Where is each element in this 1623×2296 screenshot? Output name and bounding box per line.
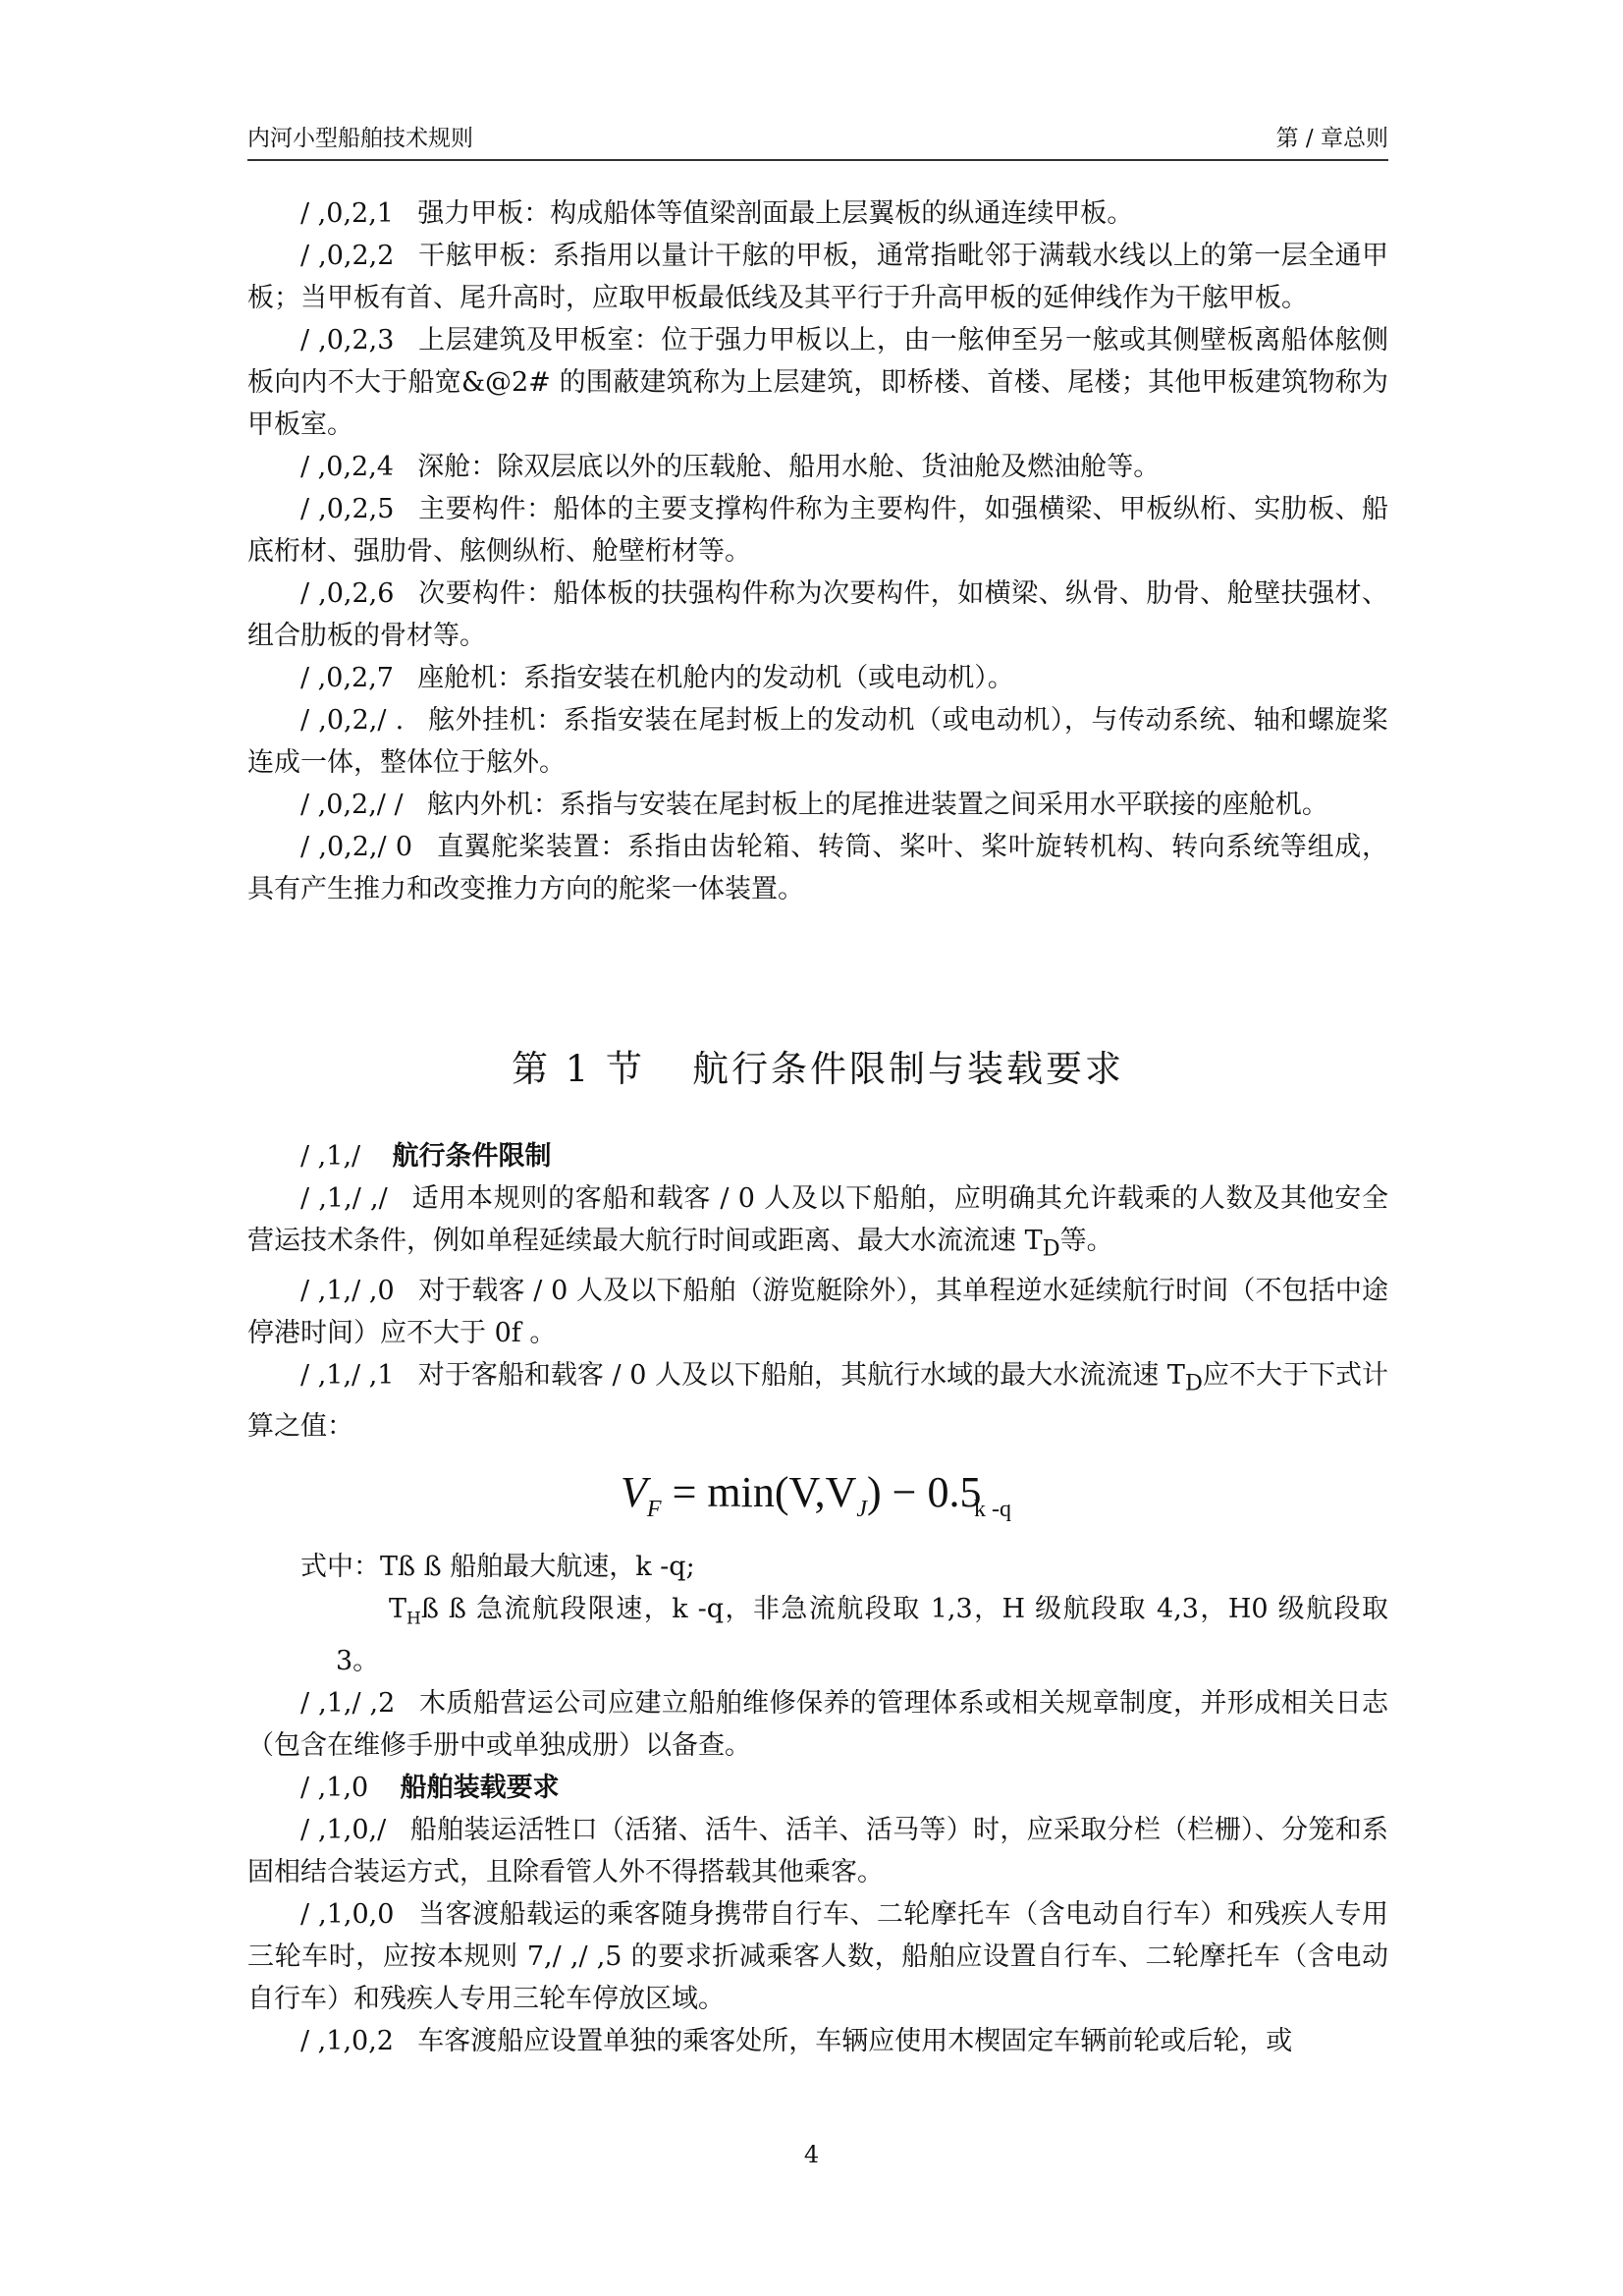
def-paragraph: / ,0,2,3 上层建筑及甲板室：位于强力甲板以上，由一舷伸至另一舷或其侧壁板离船体舷侧板向内不大于船宽&@2# 的围蔽建筑称为上层建筑，即桥楼、首楼、尾楼；其他甲板建筑物称为甲板室。 — [247, 325, 1388, 440]
def-paragraph: / ,0,2,/ / 舷内外机：系指与安装在尾封板上的尾推进装置之间采用水平联接的座舱机。 — [300, 790, 1328, 820]
clause-paragraph: / ,1,0,2 车客渡船应设置单独的乘客处所，车辆应使用木楔固定车辆前轮或后轮，或 — [300, 2026, 1293, 2057]
def-paragraph: / ,0,2,4 深舱：除双层底以外的压载舱、船用水舱、货油舱及燃油舱等。 — [300, 452, 1161, 482]
formula-where-line: 式中：Tß ß 船舶最大航速，k -q; — [300, 1551, 695, 1582]
def-paragraph: / ,0,2,1 强力甲板：构成船体等值梁剖面最上层翼板的纵通连续甲板。 — [300, 198, 1134, 229]
formula-where-line: $T_Hß$ ß 急流航段限速，k -q，非急流航段取 1,3，H 级航段取 4,3，H0 级航段取 3。 — [336, 1593, 1388, 1677]
clause-paragraph: / ,1,0,0 当客渡船载运的乘客随身携带自行车、二轮摩托车（含电动自行车）和残疾人专用三轮车时，应按本规则 7,/ ,/ ,5 的要求折减乘客人数，船舶应设置自行车、二轮摩托车（含电动自行车）和残疾人专用三轮车停放区域。 — [247, 1899, 1388, 2015]
def-paragraph: / ,0,2,/ . 舷外挂机：系指安装在尾封板上的发动机（或电动机），与传动系统、轴和螺旋桨连成一体，整体位于舷外。 — [247, 705, 1389, 778]
section-label: 第 1 节 — [511, 1048, 646, 1090]
def-paragraph: / ,0,2,6 次要构件：船体板的扶强构件称为次要构件，如横梁、纵骨、肋骨、舱壁扶强材、组合肋板的骨材等。 — [247, 578, 1388, 651]
def-paragraph: / ,0,2,/ 0 直翼舵桨装置：系指由齿轮箱、转筒、桨叶、桨叶旋转机构、转向系统等组成，具有产生推力和改变推力方向的舵桨一体装置。 — [247, 832, 1389, 904]
formula-unit: k -q — [974, 1496, 1011, 1522]
clause-paragraph: / ,1,/ ,/ 适用本规则的客船和载客 / 0 人及以下船舶，应明确其允许载乘的人数及其他安全营运技术条件，例如单程延续最大航行时间或距离、最大水流流速 $T_D$等。 — [247, 1183, 1388, 1262]
header-doc-title: 内河小型船舶技术规则 — [247, 126, 473, 151]
speed-formula: $V_F = \min(V,V_J) - 0.5$ k -q — [247, 1453, 1388, 1544]
def-paragraph: / ,0,2,7 座舱机：系指安装在机舱内的发动机（或电动机）。 — [300, 663, 1014, 693]
subsection-heading: / ,1,0 船舶装载要求 — [300, 1773, 560, 1804]
subsection-heading: / ,1,/ 航行条件限制 — [300, 1141, 552, 1172]
clause-paragraph: / ,1,/ ,0 对于载客 / 0 人及以下船舶（游览艇除外），其单程逆水延续航行时间（不包括中途停港时间）应不大于 0f 。 — [247, 1276, 1388, 1349]
page-header — [247, 110, 1388, 161]
section-title — [247, 1048, 1388, 1090]
page-content — [247, 192, 1388, 2062]
def-paragraph: / ,0,2,2 干舷甲板：系指用以量计干舷的甲板，通常指毗邻于满载水线以上的第一层全通甲板；当甲板有首、尾升高时，应取甲板最低线及其平行于升高甲板的延伸线作为干舷甲板。 — [247, 241, 1388, 313]
clause-paragraph: / ,1,0,/ 船舶装运活牲口（活猪、活牛、活羊、活马等）时，应采取分栏（栏栅）、分笼和系固相结合装运方式，且除看管人外不得搭载其他乘客。 — [247, 1815, 1388, 1888]
def-paragraph: / ,0,2,5 主要构件：船体的主要支撑构件称为主要构件，如强横梁、甲板纵桁、实肋板、船底桁材、强肋骨、舷侧纵桁、舱壁桁材等。 — [247, 494, 1388, 567]
clause-paragraph: / ,1,/ ,2 木质船营运公司应建立船舶维修保养的管理体系或相关规章制度，并形成相关日志（包含在维修手册中或单独成册）以备查。 — [247, 1688, 1389, 1762]
section-name: 航行条件限制与装载要求 — [692, 1048, 1125, 1090]
clause-paragraph: / ,1,/ ,1 对于客船和载客 / 0 人及以下船舶，其航行水域的最大水流流速 $T_D$应不大于下式计算之值： — [247, 1360, 1389, 1442]
header-chapter-title: 第 / 章总则 — [1275, 126, 1388, 151]
page-number: 4 — [803, 2141, 820, 2168]
